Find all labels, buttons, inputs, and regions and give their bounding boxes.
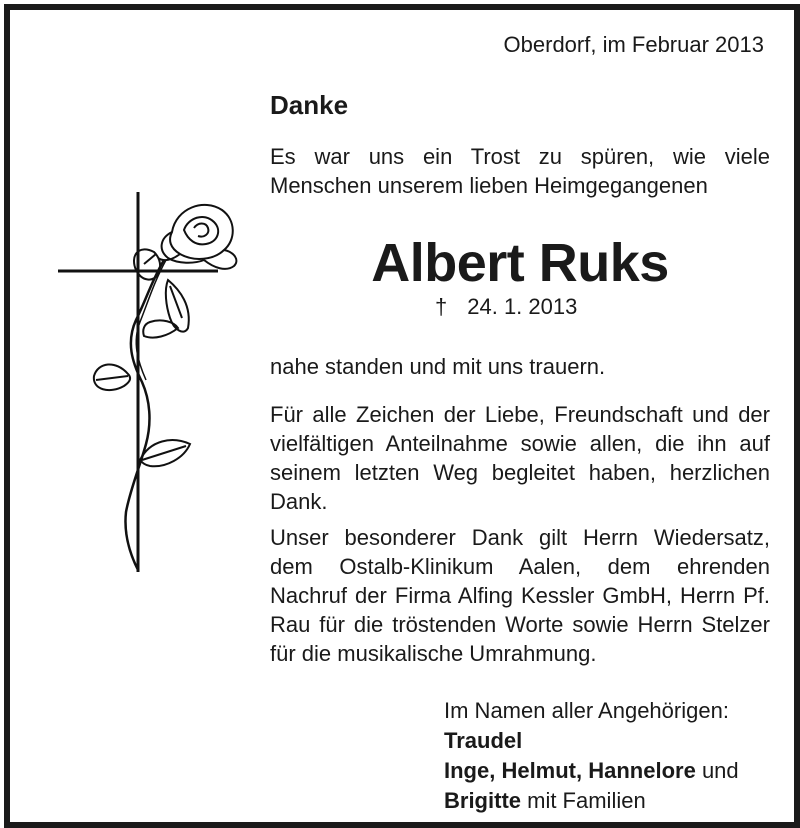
death-cross-icon: † bbox=[435, 294, 448, 319]
signature-families: mit Familien bbox=[521, 788, 646, 813]
signature-intro: Im Namen aller Angehörigen: bbox=[444, 698, 729, 723]
death-date-line bbox=[435, 294, 577, 320]
stand-paragraph: nahe standen und mit uns trauern. bbox=[270, 354, 606, 379]
rose-bloom bbox=[158, 205, 236, 269]
death-date: 24. 1. 2013 bbox=[467, 294, 578, 319]
obituary-frame bbox=[4, 4, 800, 828]
signature-name-brigitte: Brigitte bbox=[444, 788, 521, 813]
signature-names-children: Inge, Helmut, Hannelore bbox=[444, 758, 696, 783]
leaf-mid bbox=[143, 320, 178, 337]
thanks-paragraph: Für alle Zeichen der Liebe, Freundschaft und der vielfältigen Anteilnahme sowie allen, die ihn auf seinem letzten Weg begleitet haben, herzlichen Dank. bbox=[270, 402, 770, 514]
special-thanks-paragraph: Unser besonderer Dank gilt Herrn Wiedersatz, dem Ostalb-Klinikum Aalen, dem ehrenden Nachruf der Firma Alfing Kessler GmbH, Herrn Pf. Rau für die tröstenden Worte sowie Herrn Stelzer für die musikalische Umrahmung. bbox=[270, 525, 770, 666]
signature-block bbox=[444, 696, 739, 816]
place-date: Oberdorf, im Februar 2013 bbox=[503, 32, 764, 57]
rose-stem bbox=[126, 260, 165, 570]
intro-paragraph: Es war uns ein Trost zu spüren, wie viele Menschen unserem lieben Heimgegangenen bbox=[270, 144, 770, 198]
cross-with-rose-icon bbox=[54, 190, 254, 590]
signature-name-traudel: Traudel bbox=[444, 728, 523, 753]
rose-leaves bbox=[94, 249, 190, 466]
signature-und: und bbox=[695, 758, 739, 783]
deceased-name: Albert Ruks bbox=[371, 233, 669, 293]
thanks-title: Danke bbox=[270, 90, 349, 120]
